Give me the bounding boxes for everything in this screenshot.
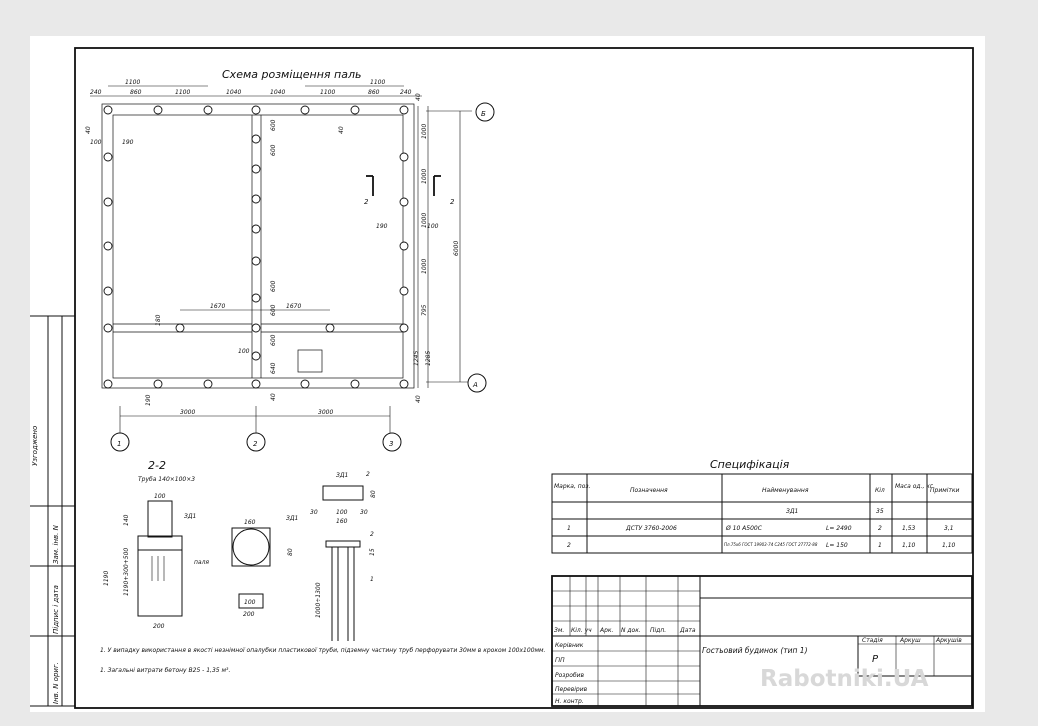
pile [400,198,408,206]
dim-text: 40 [270,393,277,401]
pile [326,324,334,332]
dim-text: 100 [154,493,166,500]
spec-group: ЗД1 [786,508,799,515]
dim-text: 3000 [318,409,334,416]
dim-text: 6000 [453,240,460,256]
pile [351,106,359,114]
dim-text: 795 [421,304,428,316]
pos-label: 2 [366,471,370,478]
dim-text: 180 [155,314,162,326]
pile [252,294,260,302]
dim-text: 860 [130,89,142,96]
axis-label-3: 3 [389,440,394,448]
dim-text: 80 [370,490,377,498]
dim-text: 600 [270,304,277,316]
dim-text: 240 [90,89,102,96]
dim-text: 3000 [180,409,196,416]
spec-cell: 1,53 [902,525,916,532]
stamp-col: Зм. [554,627,565,634]
pile [252,257,260,265]
dim-text: 1190+300+500 [123,547,130,596]
axis-label-2: 2 [253,440,258,448]
dim-text: 600 [270,144,277,156]
pile [104,198,112,206]
dim-text: 30 [310,509,318,516]
dim-text: 600 [270,119,277,131]
spec-cell: 2 [567,542,571,549]
dim-text: 200 [243,611,255,618]
spec-cell: L= 150 [826,542,848,549]
stamp-role: ГІП [555,657,565,664]
dim-text: 100 [238,348,250,355]
axis-label-a: А [473,381,478,389]
dim-text: 100 [427,223,439,230]
section-mark-right: 2 [450,198,455,206]
spec-cell: 3,1 [944,525,954,532]
zd-label: ЗД1 [286,515,299,522]
note-2: 1. Загальні витрати бетону В25 - 1,35 м³. [100,667,231,674]
dim-text: 860 [368,89,380,96]
pile [351,380,359,388]
spec-cell: ДСТУ 3760-2006 [626,525,677,532]
stamp-col: Кіл. уч [571,627,592,634]
pile [301,380,309,388]
spec-cell: 1 [878,542,882,549]
dim-text: 1285 [425,350,432,366]
pile [252,106,260,114]
pile [301,106,309,114]
pile [104,324,112,332]
pile [104,242,112,250]
axis-label-b: Б [481,110,486,118]
pile [104,106,112,114]
stamp-role: Перевірив [555,686,588,693]
dim-text: 30 [360,509,368,516]
pile [252,165,260,173]
pile [104,380,112,388]
dim-text: 1100 [320,89,336,96]
dim-text: 1245 [413,350,420,366]
stage-header: Аркушів [936,637,962,644]
dim-text: 190 [376,223,388,230]
dim-text: 240 [400,89,412,96]
dim-text: 200 [153,623,165,630]
pile [176,324,184,332]
dim-text: 1100 [370,79,386,86]
section-marks [364,176,455,206]
dim-text: 1670 [286,303,302,310]
spec-cell: 1 [567,525,571,532]
dim-text: 1100 [125,79,141,86]
pile [252,380,260,388]
dim-text: 190 [122,139,134,146]
drawing-sheet [30,36,985,712]
pile [400,287,408,295]
zd-label: ЗД1 [184,513,197,520]
dim-text: 1040 [270,89,286,96]
section-mark-left: 2 [364,198,369,206]
side-label-inv: Інв. N ориг. [52,662,60,704]
dim-text: 1000 [421,123,428,139]
zd-label: ЗД1 [336,472,349,479]
spec-header: Примітки [930,487,960,494]
pile [400,153,408,161]
pile [252,135,260,143]
pile [400,380,408,388]
dim-text: 1190 [103,570,110,586]
pile [400,242,408,250]
dim-text: 1000 [421,168,428,184]
dim-text: 1670 [210,303,226,310]
dim-text: 160 [244,519,256,526]
spec-header: Маса од., кг [895,483,934,490]
spec-table [552,458,972,553]
spec-cell: L= 2490 [826,525,852,532]
side-label-replace: Зам. інв. N [52,525,60,564]
pile [104,287,112,295]
dim-text: 160 [336,518,348,525]
stamp-role: Розробив [555,672,585,679]
spec-header: Найменування [762,487,809,494]
spec-cell: Ø 10 А500С [726,525,762,532]
dim-text: 100 [90,139,102,146]
spec-cell: 2 [878,525,882,532]
pile [252,352,260,360]
spec-header: Кіл [875,487,885,494]
pile [154,380,162,388]
piles [104,106,408,388]
plan-axes [111,103,494,451]
spec-title: Специфікація [710,458,790,471]
stamp-role: Н. контр. [555,698,584,705]
stage-header: Аркуш [900,637,921,644]
dim-text: 100 [244,599,256,606]
dim-text: 190 [145,394,152,406]
stamp-col: Дата [680,627,696,634]
pile [252,225,260,233]
dim-text: 1100 [175,89,191,96]
note-1: 1. У випадку використання в якості незнімної опалубки пластикової труби, підземну частину труб перфорувати 30мм в кроком 100х100мм. [100,647,546,654]
plan-dimensions-left [85,126,250,406]
spec-header: Позначення [630,487,668,494]
pile [400,106,408,114]
spec-cell: 1,10 [902,542,916,549]
dim-text: 40 [415,93,422,101]
pile-label: паля [194,559,210,566]
dim-text: 600 [270,280,277,292]
stage-value: Р [872,654,879,665]
grade-beams [102,104,414,388]
dim-text: 40 [415,395,422,403]
spec-group-qty: 35 [876,508,884,515]
side-label-sign: Підпис і дата [52,585,60,634]
plan-title: Схема розміщення паль [222,68,362,81]
stage-header: Стадія [862,637,883,644]
stamp-role: Керівник [555,642,584,649]
dim-text: 100 [336,509,348,516]
dim-text: 1000 [421,212,428,228]
detail-zd1 [310,471,377,641]
pos-label: 2 [370,531,374,538]
dim-text: 80 [287,548,294,556]
section-2-2 [103,459,209,630]
pile [252,324,260,332]
section-title: 2-2 [148,459,166,472]
pile [104,153,112,161]
plan-dimensions-top [90,79,422,96]
plan-dimensions-inner [180,119,345,401]
spec-cell: 1,10 [942,542,956,549]
spec-header: Марка, поз. [554,483,591,490]
pipe-label: Труба 140×100×3 [138,476,196,483]
dim-text: 1040 [226,89,242,96]
stamp-col: Арк. [600,627,614,634]
dim-text: 140 [123,514,130,526]
dim-text: 1000 [421,258,428,274]
dim-text: 1000÷1300 [315,582,322,618]
detail-plan [232,515,298,618]
dim-text: 15 [369,548,376,556]
spec-cell: Пл.75х6 ГОСТ 19903-74 С245 ГОСТ 27772-88 [724,542,818,547]
pile [204,380,212,388]
project-title: Гостьовий будинок (тип 1) [702,646,808,655]
dim-text: 40 [338,126,345,134]
drawing-canvas [30,36,985,712]
side-strip [30,316,75,706]
dim-text: 640 [270,362,277,374]
pile [400,324,408,332]
stamp-col: Підп. [650,627,667,634]
pile [204,106,212,114]
stamp-col: N док. [621,627,641,634]
axis-label-1: 1 [117,440,122,448]
pos-label: 1 [370,576,374,583]
pile [252,195,260,203]
side-label-approved: Узгоджено [31,425,39,466]
watermark: Rabotniki.UA [760,666,929,692]
dim-text: 40 [85,126,92,134]
dim-text: 600 [270,334,277,346]
pile [154,106,162,114]
